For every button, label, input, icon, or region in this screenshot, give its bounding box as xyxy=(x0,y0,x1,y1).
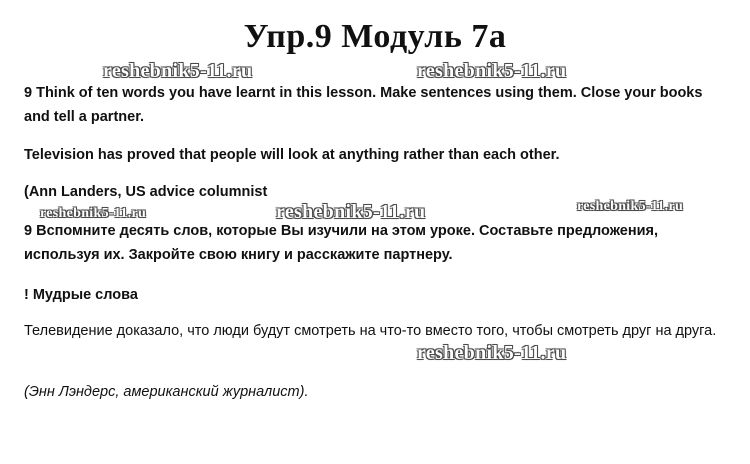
watermark: reshebnik5-11.ru xyxy=(276,201,426,223)
exercise-text-ru: 9 Вспомните десять слов, которые Вы изучили на этом уроке. Составьте предложения, используя их. Закройте свою книгу и расскажите партнеру. xyxy=(24,223,659,263)
watermark: reshebnik5-11.ru xyxy=(417,60,567,82)
quote-author-ru: (Энн Лэндерс, американский журналист). xyxy=(24,384,309,400)
watermark: reshebnik5-11.ru xyxy=(103,60,253,82)
watermark: reshebnik5-11.ru xyxy=(577,199,684,214)
quote-ru: Телевидение доказало, что люди будут смотреть на что-то вместо того, чтобы смотреть друг на друга. xyxy=(24,323,717,339)
exercise-text-en: 9 Think of ten words you have learnt in this lesson. Make sentences using them. Close your books and tell a partner. xyxy=(24,85,703,125)
watermark: reshebnik5-11.ru xyxy=(417,342,567,364)
wise-words-heading: ! Мудрые слова xyxy=(24,287,138,303)
page-title: Упр.9 Модуль 7а xyxy=(243,18,507,55)
quote-en: Television has proved that people will look at anything rather than each other. xyxy=(24,147,560,163)
quote-author-en: (Ann Landers, US advice columnist xyxy=(24,184,268,200)
watermark: reshebnik5-11.ru xyxy=(40,206,147,221)
